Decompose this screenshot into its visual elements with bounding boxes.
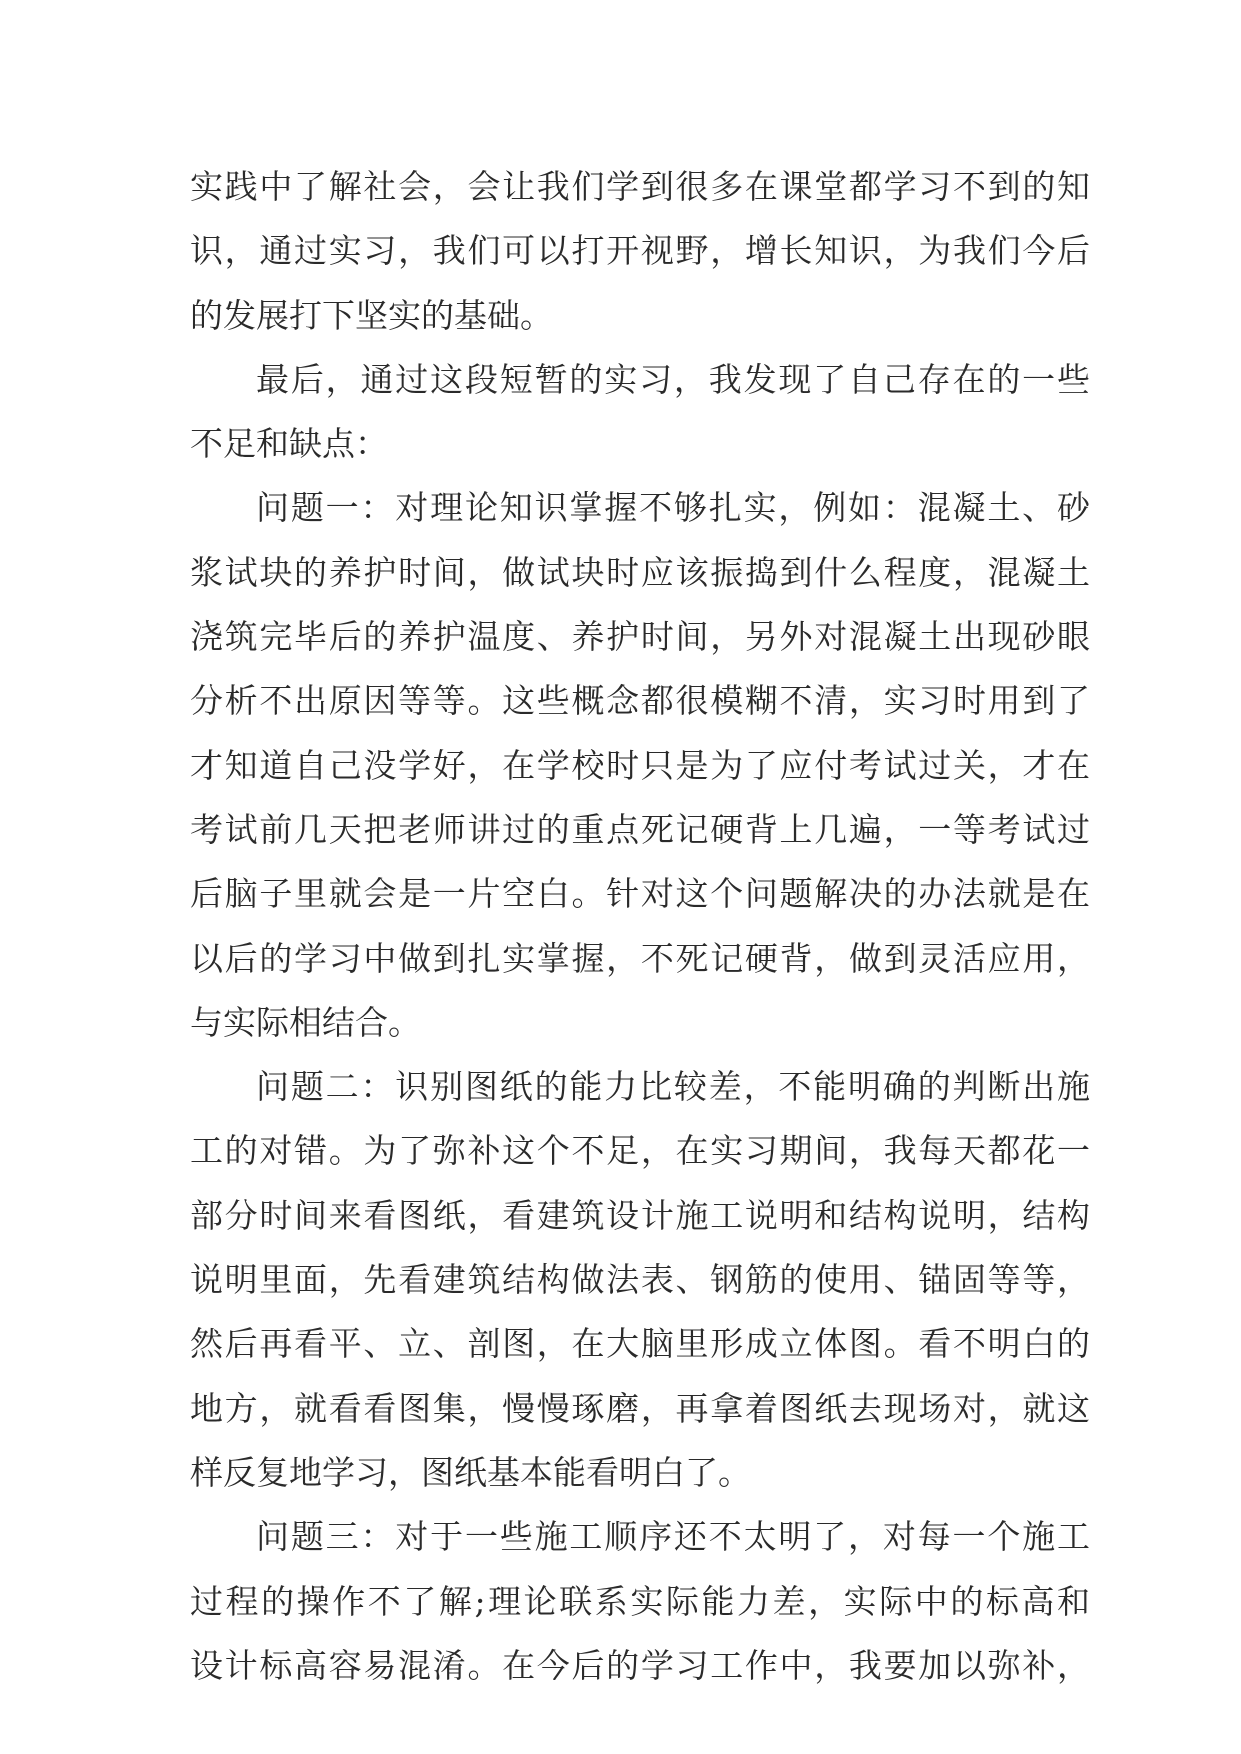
- text-line: 浇筑完毕后的养护温度、养护时间，另外对混凝土出现砂眼: [190, 617, 1090, 657]
- text-line: 后脑子里就会是一片空白。针对这个问题解决的办法就是在: [190, 874, 1090, 914]
- text-line: 样反复地学习，图纸基本能看明白了。: [190, 1452, 751, 1492]
- body-text: [190, 155, 1090, 1698]
- text-line: 实践中了解社会，会让我们学到很多在课堂都学习不到的知: [190, 167, 1090, 206]
- text-line: 部分时间来看图纸，看建筑设计施工说明和结构说明，结构: [190, 1195, 1090, 1235]
- text-line: 问题三：对于一些施工顺序还不太明了，对每一个施工: [256, 1517, 1090, 1557]
- text-line: 与实际相结合。: [190, 1002, 421, 1042]
- text-line: 说明里面，先看建筑结构做法表、钢筋的使用、锚固等等，: [190, 1260, 1090, 1300]
- text-line: 过程的操作不了解;理论联系实际能力差，实际中的标高和: [190, 1581, 1090, 1621]
- text-line: 才知道自己没学好，在学校时只是为了应付考试过关，才在: [190, 745, 1090, 785]
- text-line: 设计标高容易混淆。在今后的学习工作中，我要加以弥补，: [190, 1645, 1090, 1685]
- text-line: 以后的学习中做到扎实掌握，不死记硬背，做到灵活应用，: [190, 938, 1090, 978]
- text-line: 识，通过实习，我们可以打开视野，增长知识，为我们今后: [190, 231, 1090, 271]
- text-line: 地方，就看看图集，慢慢琢磨，再拿着图纸去现场对，就这: [190, 1388, 1090, 1428]
- text-line: 浆试块的养护时间，做试块时应该振捣到什么程度，混凝土: [190, 552, 1090, 592]
- text-line: 分析不出原因等等。这些概念都很模糊不清，实习时用到了: [190, 681, 1090, 721]
- text-line: 最后，通过这段短暂的实习，我发现了自己存在的一些: [256, 359, 1090, 399]
- text-line: 然后再看平、立、剖图，在大脑里形成立体图。看不明白的: [190, 1324, 1090, 1364]
- text-line: 考试前几天把老师讲过的重点死记硬背上几遍，一等考试过: [190, 809, 1090, 849]
- text-line: 问题二：识别图纸的能力比较差，不能明确的判断出施: [256, 1067, 1090, 1107]
- text-line: 问题一：对理论知识掌握不够扎实，例如：混凝土、砂: [256, 488, 1090, 528]
- text-line: 工的对错。为了弥补这个不足，在实习期间，我每天都花一: [190, 1131, 1090, 1171]
- text-line: 的发展打下坚实的基础。: [190, 295, 553, 335]
- text-line: 不足和缺点：: [190, 424, 388, 464]
